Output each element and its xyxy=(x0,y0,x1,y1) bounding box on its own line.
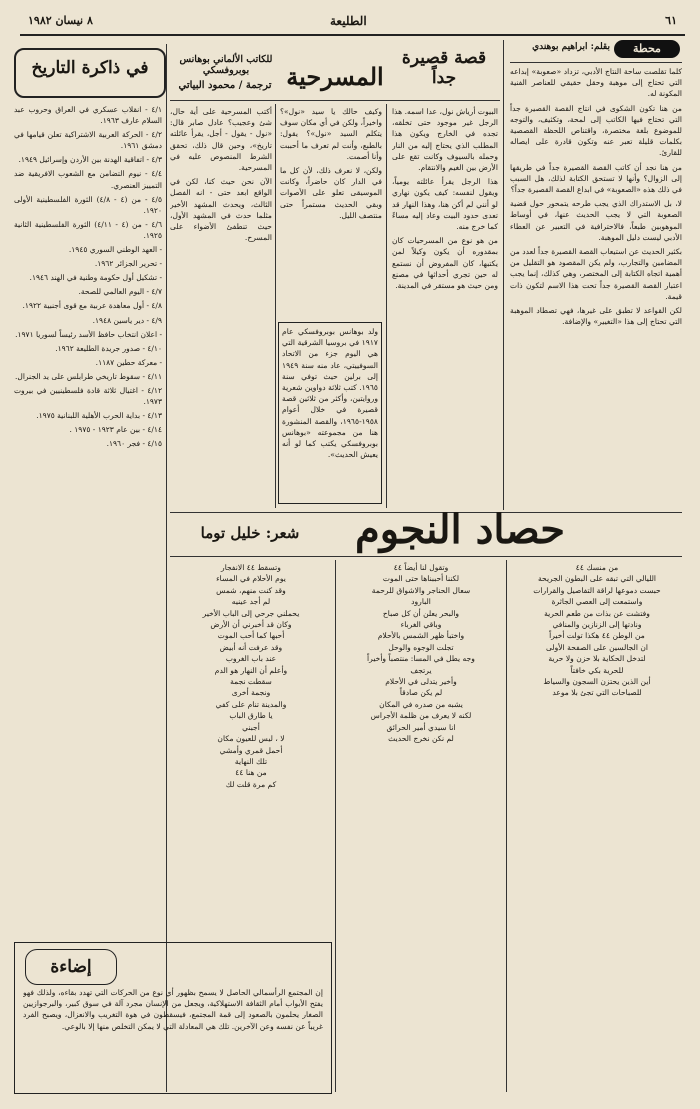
poem-verse: ونادتها إلى الزنازين والمنافي xyxy=(552,620,642,630)
story-paragraph: وكيف حالك يا سيد «نول»؟ واخيراً، ولكن في أي مكان سوف يتكلم السيد «نول»؟ يقول: بالطبع، وأنت لم تعرف ما أحببت وأنا أصمت. xyxy=(280,107,382,161)
story-paragraph: أكتب المسرحية على أية حال، شئ وعجيب؟ عادل صابر قال: «نول - يقول - أجل، يقرأ عائلته تاريخ»، وحين قال ذلك، تحقق الشرط المنصوص عليه في المسرحية. xyxy=(170,107,272,173)
poem-verse: سقطت نجمة xyxy=(230,677,272,687)
column-divider xyxy=(386,104,387,508)
tarikh-entry: ٤/٥ - من (٤ - ٤/٨) الثورة الفلسطينية الأولى ١٩٢٠. xyxy=(14,194,162,215)
poem-verse: أين الذين يحتزن السجون والسياط xyxy=(543,677,651,687)
mahatta-paragraph: كلما تقلصت ساحة النتاج الأدبي، تزداد «صعوبة» إبداعه التي تحتاج إلى موهبة وحقل حقيقي للعناصر الفنية المكونة له. xyxy=(510,67,682,99)
page-number: ٦١ xyxy=(665,14,677,27)
poem-verse: يحملني جرحي إلى الباب الأخير xyxy=(202,608,300,618)
story-paragraph: البيوت أرياش نول، عدا اسمه. هذا الرجل غير موجود حتى تخلقه، تجده في الخارج ويكون هذا المطلب الذي يحتاج إليه من النار وحمله بالسيوف وكانت تقع على الأرض بين الغيم والانتقام. xyxy=(392,107,498,173)
poem-verse: لا ، ليس للعيون مكان xyxy=(217,734,285,744)
poem-verse: واختبأ ظهر الشمس بالأحلام xyxy=(377,631,465,641)
poem-verse: وباقي الغرباء xyxy=(400,620,442,630)
tarikh-entry: ٤/١٣ - بداية الحرب الأهلية اللبنانية ١٩٧٥. xyxy=(36,411,162,421)
poem-verse: حبست دموعها لراقة التفاصيل والقرارات xyxy=(533,585,661,595)
column-divider xyxy=(506,560,507,1092)
poem-verse: للحرية بكي خافتاً xyxy=(570,665,624,675)
mahatta-paragraph: من هنا تكون الشكوى في انتاج القصة القصيرة جداً التي تحتاج فيها الكاتب إلى لمحة، وتكثيف، والتوجه للموضوع بلغة مختصرة، واقتناص اللحظة القصصية بكلمات قليلة تعبر عنه وتكون قادرة على ايصاله للقارئ. xyxy=(510,103,682,158)
tarikh-entry: ٤/١ - انقلاب عسكري في العراق وحروب عبد السلام عارف ١٩٦٣. xyxy=(14,105,162,126)
corner-text: إن المجتمع الرأسمالي الحاصل لا يسمح بظهور أي نوع من الحركات التي تهدد بقاءه، ولذلك فهو يفتح الأبواب أمام الثقافة الاستهلاكية، ويجعل من الإنسان مجرد آلة في سوق كبير، والبرجوازيين الصغار يحلمون بالصعود إلى قمة المجتمع، فيسقطون في هوة التغريب والانعزال، ويصبح الفرد غريباً عن نفسه وعن الآخرين. تلك هي المعادلة التي لا يمكن التخلص منها إلا بالوعي. xyxy=(23,988,323,1031)
poem-verse: سعال الحناجر والاشواق للرحمة xyxy=(371,585,471,595)
author-bio-text: ولد بوهانس بوبروفسكي عام ١٩١٧ في بروسيا الشرقية التي هي اليوم جزء من الاتحاد السوفييتي، عاد منه سنة ١٩٤٩ إلى برلين حيث توفي سنة ١٩٦٥. كتب ثلاثة دواوين شعرية وروايتين، وأكثر من ثلاثين قصة قصيرة في خلال أعوام ١٩٥٨-١٩٦٥، والقصة المنشورة هنا من مجموعته «بوهانس بوبروفسكي يكتب كما لو أنه يعيش الحديث». xyxy=(282,327,378,460)
story-title: قصة قصيرة جداً xyxy=(401,48,487,88)
tarikh-entry: ٤/٢ - الحركة العربية الاشتراكية تعلن قيامها في دمشق ١٩٦١. xyxy=(14,130,162,151)
mahatta-author: بقلم: ابراهيم بوهندي xyxy=(532,42,610,52)
poem-verse: وتقول لنا أيضاً ٤٤ xyxy=(393,563,449,572)
poem-verse: يوم الأحلام في المساء xyxy=(216,574,286,584)
story-paragraph: الآن نحن حيث كنا، لكن في الواقع ابعد حتى - انه الفصل الثالث، ويحدث المشهد الأخير مثلما حدث في المشهد الأول، حيث تنطفئ الأضواء على المسرح. xyxy=(170,177,272,243)
poem-verse: لم أجد عينيه xyxy=(231,597,271,607)
poem-verse: ان الجالسين على الصفحة الأولى xyxy=(545,642,649,652)
poem-column-1 xyxy=(512,562,682,1092)
story-translator: ترجمة / محمود البياتي xyxy=(178,80,272,91)
poem-verse: وفتشت عن بذات من طعم الحرية xyxy=(544,608,650,618)
tarikh-entry: - العهد الوطني السوري ١٩٤٥. xyxy=(68,245,162,255)
story-paragraph: ولكن، لا نعرف ذلك، لأن كل ما في الدار كان حاضراً، وكانت الموسيقى تعلو على الأصوات وبقي الحديث مستمراً حتى منتصف الليل. xyxy=(280,166,382,220)
poem-verse: وجه يطل في المسا: منتصباً وأخيراً xyxy=(367,654,475,664)
poem-verse: أجبني xyxy=(242,722,260,732)
poem-verse: وقد كنت منهم، شمس xyxy=(216,585,286,595)
poem-verse: وتسقط ٤٤ الانفجار xyxy=(221,563,281,572)
story-rule xyxy=(170,100,500,101)
tarikh-entry: ٤/١٥ - فجر ١٩٦٠. xyxy=(106,439,162,449)
poem-verse: يا طارق الباب xyxy=(229,711,273,721)
poem-verse: لم نكن نخرج الحديث xyxy=(388,734,454,744)
issue-date: ٨ نيسان ١٩٨٢ xyxy=(28,14,93,27)
mahatta-badge: محطة xyxy=(614,40,680,58)
poem-column-2 xyxy=(340,562,502,1092)
newspaper-name: الطليعة xyxy=(330,14,367,28)
mahatta-paragraph: بكثير الحديث عن استيعاب القصة القصيرة جداً لعدد من المضامين والتجارب، ولم يكن المقصود هو التقليل من أهمية اتجاه الكتابة إلى المختصر، وهي كذلك، إنما يجب اعتبار القصة القصيرة جداً تحت هذا الاسم لتكون ذات قيمة. xyxy=(510,247,682,301)
tarikh-entry: ٤/١٢ - اغتيال ثلاثة قادة فلسطينيين في بيروت ١٩٧٣. xyxy=(14,385,162,407)
poem-verse: الليالي التي تبقه على البطون الجريحة xyxy=(537,574,657,584)
story-subtitle: المسرحية xyxy=(286,62,384,91)
tarikh-entry: - تشكيل أول حكومة وطنية في الهند ١٩٤٦. xyxy=(29,273,162,283)
poem-verse: يشبه من صدره في المكان xyxy=(379,699,463,709)
poem-verse: أحبها كما أحب الموت xyxy=(217,631,285,641)
tarikh-entry: ٤/١٠ - صدور جريدة الطليعة ١٩٦٢. xyxy=(55,343,162,353)
tarikh-entry: ٤/١١ - سقوط تاريخي طرابلس على يد الجنرال. xyxy=(15,371,162,381)
column-divider xyxy=(275,104,276,508)
poem-verse: والبحر يعلن أن كل صباح xyxy=(382,608,460,618)
tarikh-header-box xyxy=(14,48,166,98)
tarikh-entry: ٤/٩ - دير ياسين ١٩٤٨. xyxy=(92,315,162,325)
story-column-3 xyxy=(170,106,272,506)
tarikh-entry: ٤/٣ - اتفاقية الهدنة بين الأردن وإسرائيل ١٩٤٩. xyxy=(18,155,162,165)
poem-verse: من الوطن ٤٤ هكذا تولت أخيراً xyxy=(549,631,645,641)
poem-verse: تلك النهاية xyxy=(234,756,268,766)
poem-poet: شعر: خليل توما xyxy=(200,524,300,542)
mahatta-rule xyxy=(510,62,682,63)
poem-verse: لكنه لا يعرف من ظلمة الأجراس xyxy=(370,711,472,721)
mahatta-column xyxy=(510,66,682,506)
story-paragraph: هذا الرجل يقرأ عائلته يومياً، ويقول لنفسه: كيف يكون نهاري لو أنني لم أكن هنا، وهذا النهار قد تعدى حدود البيت وعاد إليه مساءً كما خرج منه. xyxy=(392,177,498,232)
poem-verse: لكننا أحببناها حتى الموت xyxy=(382,574,460,584)
tarikh-entry: - تحرير الجزائر ١٩٦٢. xyxy=(94,259,162,269)
tarikh-entry: ٤/٦ - من (٤ - ٤/١١) الثورة الفلسطينية الثانية ١٩٢٥. xyxy=(14,219,162,240)
poem-verse: كم مرة قلت لك xyxy=(225,779,277,789)
poem-rule xyxy=(170,556,682,557)
corner-box xyxy=(14,942,332,1094)
poem-verse: لتدخل الحكاية بلا حزن ولا حرية xyxy=(548,654,646,664)
tarikh-column xyxy=(14,104,162,984)
mahatta-paragraph: لا، بل الاستدراك الذي يجب طرحه يتمحور حول قضية الصعوبة التي لا يجب الحديث عنها، في أوساط الموهوبين طبعاً، فالاحترافية في التعبير عن العطاء الأدبي ليست دليل الموهبة. xyxy=(510,199,682,242)
tarikh-entry: ٤/٨ - أول معاهدة عربية مع قوى أجنبية ١٩٢٢. xyxy=(22,301,162,311)
poem-verse: ونجمة أخرى xyxy=(231,688,271,698)
tarikh-entry: ٤/٧ - اليوم العالمي للصحة. xyxy=(78,287,162,297)
poem-verse: أحمل قمري وأمشي xyxy=(219,745,283,755)
poem-verse: عند باب الغروب xyxy=(225,654,277,664)
tarikh-entry: - اعلان انتخاب حافظ الأسد رئيساً لسوريا ١٩٧١. xyxy=(15,329,162,339)
story-column-1 xyxy=(392,106,498,506)
column-divider xyxy=(503,40,504,510)
mahatta-paragraph: لكن القواعد لا تطبق على غيرها، فهي تصطاد الموهبة التي تحتاج إلى هذا «التغيير» والإضافة. xyxy=(510,306,682,327)
tarikh-entry: ٤/١٤ - بين عام ١٩٢٣ - ١٩٧٥ . xyxy=(69,425,162,435)
mahatta-paragraph: من هنا نجد أن كاتب القصة القصيرة جداً في طريقها إلى الزوال؟ وأنها لا تستحق الكتابة لذلك، هل السبب في ذلك هذه «الصعوبة» في ابداع القصة القصيرة جداً؟ xyxy=(510,162,682,195)
story-column-2 xyxy=(280,106,382,316)
poem-verse: من منسك ٤٤ xyxy=(575,563,619,572)
poem-column-3 xyxy=(172,562,330,922)
tarikh-title: في ذاكرة التاريخ xyxy=(31,58,149,78)
poem-verse: والمدينة تنام على كفي xyxy=(215,699,287,709)
corner-badge: إضاءة xyxy=(25,949,117,985)
poem-verse: وأخير يتدلى في الأحلام xyxy=(385,677,457,687)
masthead xyxy=(20,8,685,36)
poem-verse: وكان قد أخبرني أن الأرض xyxy=(210,620,292,630)
story-byline: للكاتب الألماني بوهانس بوبروفسكي xyxy=(179,54,273,76)
poem-verse: من هنا ٤٤ xyxy=(235,768,267,778)
author-bio-box xyxy=(278,322,382,504)
poem-verse: تجلت الوجوه والوحل xyxy=(388,642,454,652)
poem-verse: انا سيدي أمير الحرائق xyxy=(386,722,456,732)
poem-verse: البارود xyxy=(411,597,431,607)
poem-verse: وأعلم أن النهار هو الدم xyxy=(214,665,288,675)
tarikh-entry: ٤/٤ - نيوم التضامن مع الشعوب الافريقية ضد التمييز العنصري. xyxy=(14,169,162,190)
column-divider xyxy=(166,44,167,1092)
poem-verse: يرتجف xyxy=(410,665,432,675)
story-paragraph: من هو نوع من المسرحيات كان بمقدوره أن يكون وكيلاً لمن يكتبها، كان المفروض أن نستمع له حين تجري أحداثها في مصنع ومن حيث هو مستقر في المدينة. xyxy=(392,236,498,291)
poem-verse: وقد عرفت أنه أبيض xyxy=(219,642,283,652)
column-divider xyxy=(335,560,336,1092)
poem-verse: لم يكن صادقاً xyxy=(399,688,443,698)
poem-verse: واستمعت إلى العصي الجاثرة xyxy=(551,597,643,607)
tarikh-entry: - معركة حطين ١١٨٧. xyxy=(95,357,162,367)
poem-title: حصاد النجوم xyxy=(355,506,565,553)
poem-verse: للصباحات التي تجئ بلا موعد xyxy=(552,688,642,698)
